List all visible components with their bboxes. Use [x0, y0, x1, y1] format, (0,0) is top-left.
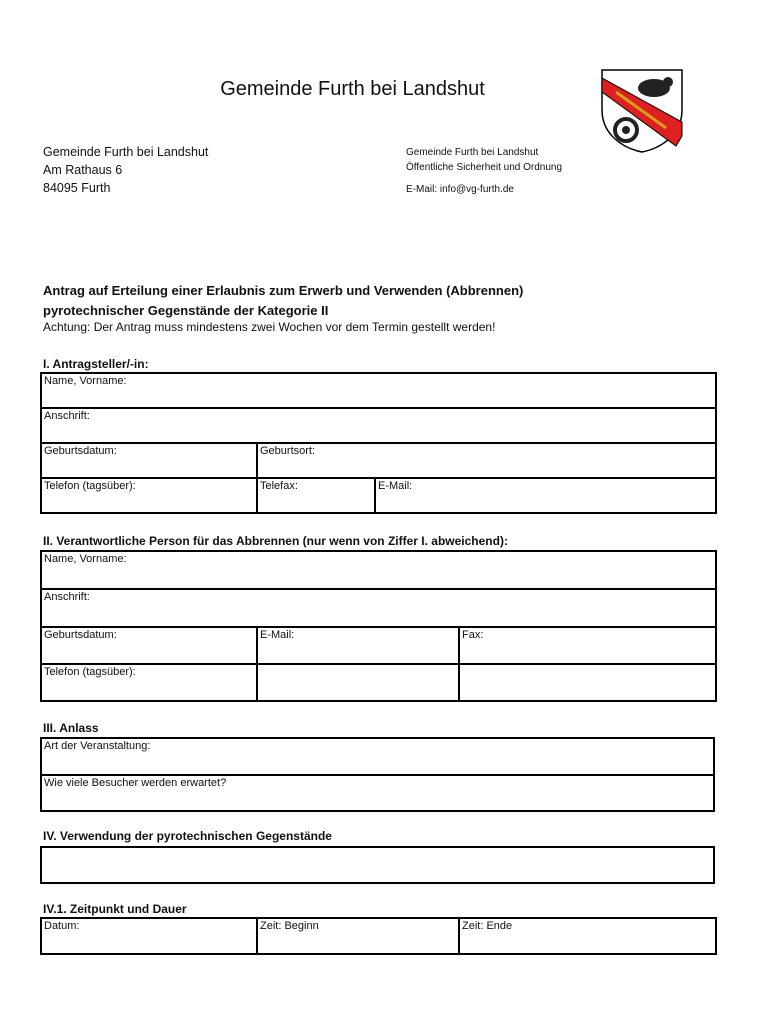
heading-line-2: pyrotechnischer Gegenstände der Kategorie II — [43, 303, 329, 318]
page-title: Gemeinde Furth bei Landshut — [220, 78, 485, 100]
field-label: Anschrift: — [44, 591, 90, 603]
applicant-fax-field[interactable] — [257, 478, 375, 513]
applicant-phone-field[interactable] — [41, 478, 257, 513]
time-duration-table — [40, 917, 717, 955]
sender-address — [43, 143, 208, 197]
field-label: Telefon (tagsüber): — [44, 666, 136, 678]
field-label: Name, Vorname: — [44, 553, 127, 565]
field-label: Telefax: — [260, 480, 298, 492]
event-type-field[interactable] — [41, 738, 714, 775]
form-heading — [43, 281, 723, 321]
field-label: Anschrift: — [44, 410, 90, 422]
section-4-1-title: IV.1. Zeitpunkt und Dauer — [43, 902, 187, 916]
office-department: Öffentliche Sicherheit und Ordnung — [406, 162, 563, 173]
office-email: E-Mail: info@vg-furth.de — [406, 184, 514, 195]
start-time-field[interactable] — [257, 918, 459, 954]
field-label: Geburtsort: — [260, 445, 316, 457]
field-label: Geburtsdatum: — [44, 445, 117, 457]
address-line: Am Rathaus 6 — [43, 163, 123, 177]
applicant-birthdate-field[interactable] — [41, 443, 257, 478]
responsible-name-field[interactable] — [41, 551, 716, 589]
occasion-table — [40, 737, 715, 812]
field-label: Wie viele Besucher werden erwartet? — [44, 777, 227, 789]
field-label: Geburtsdatum: — [44, 629, 117, 641]
field-label: E-Mail: — [378, 480, 413, 492]
responsible-birthdate-field[interactable] — [41, 627, 257, 664]
responsible-email-field[interactable] — [257, 627, 459, 664]
office-block — [406, 145, 562, 197]
pyrotechnics-usage-field[interactable] — [40, 846, 715, 884]
field-label: Art der Veranstaltung: — [44, 740, 151, 752]
date-field[interactable] — [41, 918, 257, 954]
section-4-title: IV. Verwendung der pyrotechnischen Gegenstände — [43, 829, 332, 843]
applicant-address-field[interactable] — [41, 408, 716, 443]
field-label: Telefon (tagsüber): — [44, 480, 136, 492]
deadline-note: Achtung: Der Antrag muss mindestens zwei Wochen vor dem Termin gestellt werden! — [43, 320, 496, 334]
applicant-birthplace-field[interactable] — [257, 443, 716, 478]
field-label: Datum: — [44, 920, 80, 932]
visitors-field[interactable] — [41, 775, 714, 811]
office-name: Gemeinde Furth bei Landshut — [406, 147, 539, 158]
responsible-extra-field[interactable] — [459, 664, 716, 701]
field-label: Zeit: Beginn — [260, 920, 319, 932]
end-time-field[interactable] — [459, 918, 716, 954]
responsible-person-table — [40, 550, 717, 702]
address-line: 84095 Furth — [43, 181, 111, 195]
applicant-email-field[interactable] — [375, 478, 716, 513]
field-label: Name, Vorname: — [44, 375, 127, 387]
responsible-fax-field[interactable] — [459, 627, 716, 664]
section-1-title: I. Antragsteller/-in: — [43, 357, 149, 371]
responsible-address-field[interactable] — [41, 589, 716, 627]
applicant-name-field[interactable] — [41, 373, 716, 408]
section-2-title: II. Verantwortliche Person für das Abbrennen (nur wenn von Ziffer I. abweichend): — [43, 534, 508, 548]
heading-line-1: Antrag auf Erteilung einer Erlaubnis zum Erwerb und Verwenden (Abbrennen) — [43, 283, 524, 298]
section-3-title: III. Anlass — [43, 721, 99, 735]
applicant-table — [40, 372, 717, 514]
field-label: Fax: — [462, 629, 484, 641]
field-label: E-Mail: — [260, 629, 295, 641]
responsible-extra-field[interactable] — [257, 664, 459, 701]
responsible-phone-field[interactable] — [41, 664, 257, 701]
coat-of-arms-icon — [596, 66, 688, 154]
field-label: Zeit: Ende — [462, 920, 513, 932]
address-line: Gemeinde Furth bei Landshut — [43, 145, 209, 159]
